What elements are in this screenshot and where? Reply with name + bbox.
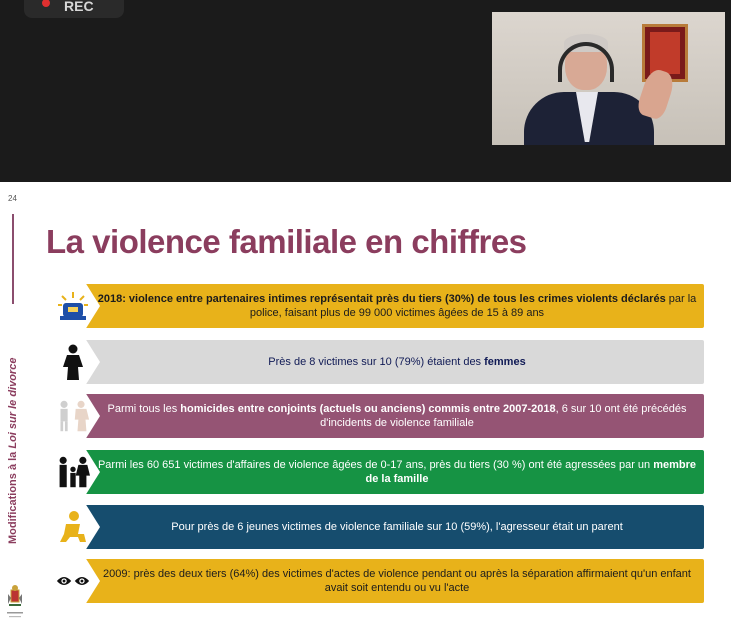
stat-row (54, 505, 704, 549)
eyes-icon (56, 564, 90, 598)
stat-text-part: 2018: violence entre partenaires intimes représentait près du tiers (30%) de tous les crimes violents déclarés (97, 293, 666, 305)
stat-text-part: par la police, faisant plus de 99 000 victimes âgées de 15 à 89 ans (249, 293, 697, 319)
stat-text-part: membre de la famille (365, 459, 697, 485)
stat-row (54, 559, 704, 603)
couple-icon (56, 399, 90, 433)
stat-text (96, 292, 698, 320)
record-dot-icon (42, 0, 50, 7)
stat-row (54, 340, 704, 384)
stat-band (54, 450, 704, 494)
meeting-top-bar (0, 0, 731, 182)
child-icon (56, 510, 90, 544)
sidebar-caption: Modifications à la Loi sur le divorce (7, 357, 19, 544)
stat-text-part: Près de 8 victimes sur 10 (79%) étaient des (268, 356, 485, 368)
stat-band (54, 559, 704, 603)
stat-text (96, 355, 698, 369)
stat-band (54, 505, 704, 549)
woman-icon (56, 345, 90, 379)
canada-crest-icon (5, 584, 25, 622)
stat-text-part: homicides entre conjoints (actuels ou anciens) commis entre 2007-2018 (180, 403, 556, 415)
page-number: 24 (8, 194, 17, 203)
stat-text-part: Parmi les 60 651 victimes d'affaires de violence âgées de 0-17 ans, près du tiers (30 %) ont été agressées par un (97, 459, 654, 471)
stat-row (54, 394, 704, 438)
stat-text (96, 567, 698, 595)
stat-text-part: Parmi tous les (107, 403, 181, 415)
slide-title: La violence familiale en chiffres (46, 223, 527, 260)
stat-text-part: , 6 sur 10 ont été précédés d'incidents de violence familiale (320, 403, 687, 429)
police-light-icon (56, 289, 90, 323)
stat-text (96, 520, 698, 534)
stat-row (54, 450, 704, 494)
sidebar-divider (12, 214, 14, 304)
recording-indicator[interactable] (24, 0, 124, 18)
stat-text-part: femmes (484, 356, 526, 368)
stat-row (54, 284, 704, 328)
stat-text (96, 458, 698, 486)
stat-band (54, 340, 704, 384)
stat-text (96, 402, 698, 430)
rec-label: REC (64, 0, 94, 14)
stat-band (54, 394, 704, 438)
shared-slide (0, 182, 731, 631)
family-icon (56, 455, 90, 489)
participant-video[interactable] (492, 12, 725, 145)
stat-text-part: 2009: près des deux tiers (64%) des victimes d'actes de violence pendant ou après la séparation affirmaient qu'un enfant avait soit entendu ou vu l'acte (103, 568, 691, 594)
stat-band (54, 284, 704, 328)
stat-text-part: Pour près de 6 jeunes victimes de violence familiale sur 10 (59%), l'agresseur était un parent (171, 521, 623, 533)
